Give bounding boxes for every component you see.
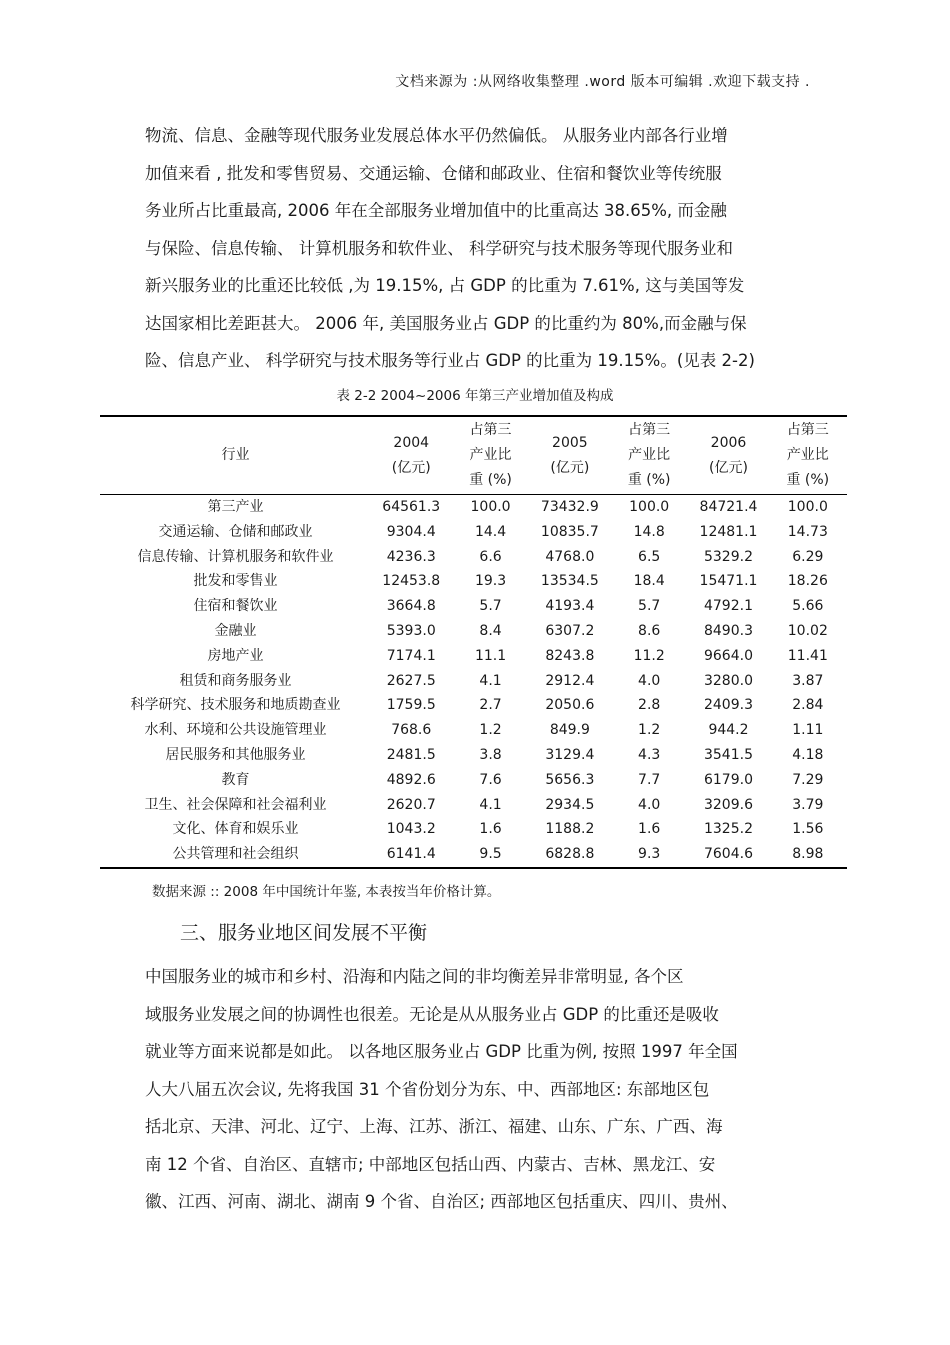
table-header-row bbox=[100, 416, 847, 495]
value-cell: 6141.4 bbox=[371, 842, 451, 868]
industry-cell: 公共管理和社会组织 bbox=[100, 842, 371, 868]
value-cell: 2409.3 bbox=[703, 697, 753, 714]
value-cell: 1.11 bbox=[792, 722, 824, 739]
value-cell: 4.3 bbox=[638, 746, 661, 763]
paragraph-line: 域服务业发展之间的协调性也很差。无论是从从服务业占 GDP 的比重还是吸收 bbox=[145, 1004, 719, 1024]
value-cell: 8.6 bbox=[638, 622, 661, 639]
value-cell: 9.5 bbox=[451, 842, 529, 868]
header-share-line: 重 (%) bbox=[627, 472, 671, 488]
value-cell: 9304.4 bbox=[386, 523, 436, 540]
value-cell: 3541.5 bbox=[703, 746, 753, 763]
paragraph-line: 新兴服务业的比重还比较低 ,为 19.15%, 占 GDP 的比重为 7.61%, 这与美国等发 bbox=[145, 276, 745, 295]
value-cell: 2.8 bbox=[638, 697, 661, 714]
value-cell: 2627.5 bbox=[386, 672, 436, 689]
value-cell: 7604.6 bbox=[688, 842, 768, 868]
paragraph-line: 徽、江西、河南、湖北、湖南 9 个省、自治区; 西部地区包括重庆、四川、贵州、 bbox=[145, 1192, 738, 1211]
header-share-line: 重 (%) bbox=[469, 472, 512, 488]
value-cell: 2934.5 bbox=[545, 796, 595, 813]
industry-cell: 文化、体育和娱乐业 bbox=[172, 821, 299, 838]
value-cell: 5393.0 bbox=[386, 622, 436, 639]
value-cell: 2620.7 bbox=[386, 796, 436, 813]
industry-cell: 房地产业 bbox=[207, 647, 264, 664]
table-row bbox=[100, 594, 847, 619]
value-cell: 3129.4 bbox=[545, 746, 595, 763]
header-2004 bbox=[371, 416, 451, 495]
value-cell: 5656.3 bbox=[545, 771, 595, 788]
value-cell: 64561.3 bbox=[382, 499, 441, 515]
industry-cell: 水利、环境和公共设施管理业 bbox=[144, 722, 327, 739]
value-cell: 6179.0 bbox=[703, 771, 753, 788]
value-cell: 1.56 bbox=[792, 821, 824, 838]
value-cell: 4193.4 bbox=[545, 598, 595, 615]
value-cell: 4768.0 bbox=[545, 548, 595, 565]
value-cell: 7.6 bbox=[479, 771, 502, 788]
value-cell: 6307.2 bbox=[545, 622, 595, 639]
value-cell: 7.7 bbox=[638, 771, 661, 788]
value-cell: 1325.2 bbox=[703, 821, 753, 838]
value-cell: 13534.5 bbox=[540, 573, 599, 590]
value-cell: 4.0 bbox=[638, 672, 661, 689]
value-cell: 1.2 bbox=[638, 722, 661, 739]
value-cell: 3.79 bbox=[792, 796, 824, 813]
value-cell: 84721.4 bbox=[699, 499, 758, 515]
value-cell: 3.8 bbox=[479, 746, 502, 763]
paragraph-line: 人大八届五次会议, 先将我国 31 个省份划分为东、中、西部地区: 东部地区包 bbox=[145, 1079, 710, 1099]
header-share-2006 bbox=[769, 416, 847, 495]
header-share-line: 占第三 bbox=[628, 422, 671, 438]
industry-cell: 批发和零售业 bbox=[193, 573, 278, 590]
header-unit: (亿元) bbox=[709, 459, 748, 476]
value-cell: 73432.9 bbox=[540, 499, 599, 515]
industry-cell: 信息传输、计算机服务和软件业 bbox=[137, 548, 334, 565]
paragraph-line: 就业等方面来说都是如此。 以各地区服务业占 GDP 比重为例, 按照 1997 年全国 bbox=[145, 1042, 738, 1061]
value-cell: 100.0 bbox=[787, 499, 828, 515]
value-cell: 5329.2 bbox=[703, 548, 753, 565]
value-cell: 9664.0 bbox=[703, 647, 753, 664]
value-cell: 2.84 bbox=[792, 697, 824, 714]
header-year: 2005 bbox=[552, 434, 588, 451]
value-cell: 7174.1 bbox=[386, 647, 436, 664]
value-cell: 18.4 bbox=[633, 573, 665, 590]
header-unit: (亿元) bbox=[550, 459, 590, 476]
value-cell: 4892.6 bbox=[386, 771, 436, 788]
table-body bbox=[100, 495, 847, 868]
industry-cell: 居民服务和其他服务业 bbox=[165, 746, 306, 763]
header-unit: (亿元) bbox=[391, 459, 431, 476]
value-cell: 18.26 bbox=[787, 573, 828, 590]
value-cell: 1.6 bbox=[479, 821, 502, 838]
industry-cell: 金融业 bbox=[214, 622, 257, 639]
industry-cell: 卫生、社会保障和社会福利业 bbox=[144, 796, 327, 813]
header-year: 2004 bbox=[393, 434, 430, 451]
header-year: 2006 bbox=[710, 434, 747, 451]
value-cell: 5.66 bbox=[792, 598, 824, 615]
value-cell: 4236.3 bbox=[386, 548, 436, 565]
header-share-line: 产业比 bbox=[469, 447, 512, 463]
industry-cell: 租赁和商务服务业 bbox=[179, 672, 292, 689]
industry-cell: 交通运输、仓储和邮政业 bbox=[158, 523, 313, 540]
value-cell: 2912.4 bbox=[545, 672, 595, 689]
value-cell: 11.41 bbox=[787, 647, 828, 664]
value-cell: 3209.6 bbox=[703, 796, 753, 813]
value-cell: 15471.1 bbox=[699, 573, 758, 590]
value-cell: 4.0 bbox=[638, 796, 661, 813]
header-2006 bbox=[688, 416, 768, 495]
value-cell: 8490.3 bbox=[703, 622, 753, 639]
value-cell: 2.7 bbox=[479, 697, 502, 714]
industry-cell: 第三产业 bbox=[207, 499, 264, 515]
value-cell: 1.6 bbox=[638, 821, 661, 838]
table-row bbox=[100, 693, 847, 718]
header-share-line: 占第三 bbox=[786, 422, 829, 438]
value-cell: 6.5 bbox=[638, 548, 661, 565]
value-cell: 11.2 bbox=[633, 647, 665, 664]
value-cell: 2050.6 bbox=[545, 697, 595, 714]
table-row bbox=[100, 669, 847, 694]
table-row bbox=[100, 495, 847, 520]
intro-paragraph bbox=[145, 117, 825, 380]
value-cell: 14.4 bbox=[474, 523, 507, 540]
value-cell: 1188.2 bbox=[545, 821, 595, 838]
paragraph-line: 险、信息产业、 科学研究与技术服务等行业占 GDP 的比重为 19.15%。(见表 2-2) bbox=[145, 351, 755, 370]
value-cell: 100.0 bbox=[629, 499, 670, 515]
header-share-line: 重 (%) bbox=[786, 472, 830, 488]
value-cell: 3664.8 bbox=[386, 598, 436, 615]
value-cell: 944.2 bbox=[708, 722, 749, 739]
value-cell: 1.2 bbox=[479, 722, 502, 739]
value-cell: 1043.2 bbox=[386, 821, 436, 838]
value-cell: 8243.8 bbox=[545, 647, 595, 664]
industry-cell: 教育 bbox=[221, 771, 250, 788]
industry-cell: 住宿和餐饮业 bbox=[193, 598, 278, 615]
value-cell: 10.02 bbox=[787, 622, 828, 639]
value-cell: 849.9 bbox=[549, 722, 590, 739]
value-cell: 768.6 bbox=[391, 722, 432, 739]
table-row bbox=[100, 743, 847, 768]
tertiary-industry-table bbox=[100, 415, 847, 869]
value-cell: 12481.1 bbox=[699, 523, 758, 540]
value-cell: 7.29 bbox=[792, 771, 824, 788]
value-cell: 8.98 bbox=[769, 842, 847, 868]
section-heading: 三、服务业地区间发展不平衡 bbox=[180, 922, 428, 944]
header-share-2004 bbox=[451, 416, 529, 495]
paragraph-line: 与保险、信息传输、 计算机服务和软件业、 科学研究与技术服务等现代服务业和 bbox=[145, 238, 733, 258]
header-share-line: 占第三 bbox=[469, 422, 512, 438]
value-cell: 100.0 bbox=[470, 499, 511, 515]
value-cell: 3280.0 bbox=[703, 672, 753, 689]
paragraph-line: 括北京、天津、河北、辽宁、上海、江苏、浙江、福建、山东、广东、广西、海 bbox=[145, 1117, 723, 1136]
industry-cell: 科学研究、技术服务和地质勘查业 bbox=[130, 697, 341, 714]
value-cell: 6828.8 bbox=[530, 842, 610, 868]
table-title: 表 2-2 2004~2006 年第三产业增加值及构成 bbox=[336, 388, 614, 404]
table-row bbox=[100, 842, 847, 868]
value-cell: 9.3 bbox=[610, 842, 688, 868]
table-row bbox=[100, 644, 847, 669]
value-cell: 4.18 bbox=[792, 746, 824, 763]
header-2005 bbox=[530, 416, 610, 495]
value-cell: 10835.7 bbox=[540, 523, 599, 540]
value-cell: 3.87 bbox=[792, 672, 824, 689]
table-row bbox=[100, 569, 847, 594]
paragraph-line: 加值来看 , 批发和零售贸易、交通运输、仓储和邮政业、住宿和餐饮业等传统服 bbox=[145, 163, 722, 183]
table-row bbox=[100, 793, 847, 818]
source-note: 数据来源 :: 2008 年中国统计年鉴, 本表按当年价格计算。 bbox=[152, 884, 501, 900]
paragraph-line: 务业所占比重最高, 2006 年在全部服务业增加值中的比重高达 38.65%, 而金融 bbox=[145, 201, 727, 220]
header-share-line: 产业比 bbox=[786, 447, 829, 463]
value-cell: 4792.1 bbox=[703, 598, 753, 615]
table-row bbox=[100, 619, 847, 644]
value-cell: 6.6 bbox=[479, 548, 502, 565]
value-cell: 2481.5 bbox=[386, 746, 436, 763]
header-note: 文档来源为 :从网络收集整理 .word 版本可编辑 .欢迎下载支持 . bbox=[395, 74, 810, 90]
paragraph-line: 物流、信息、金融等现代服务业发展总体水平仍然偏低。 从服务业内部各行业增 bbox=[145, 126, 728, 145]
paragraph-line: 南 12 个省、自治区、直辖市; 中部地区包括山西、内蒙古、吉林、黑龙江、安 bbox=[145, 1154, 716, 1174]
value-cell: 19.3 bbox=[474, 573, 507, 590]
value-cell: 8.4 bbox=[479, 622, 502, 639]
value-cell: 14.73 bbox=[787, 523, 828, 540]
value-cell: 11.1 bbox=[474, 647, 507, 664]
value-cell: 4.1 bbox=[479, 796, 502, 813]
value-cell: 14.8 bbox=[633, 523, 665, 540]
header-share-line: 产业比 bbox=[628, 447, 671, 463]
value-cell: 12453.8 bbox=[382, 573, 441, 590]
value-cell: 6.29 bbox=[792, 548, 824, 565]
header-industry: 行业 bbox=[100, 416, 371, 495]
table-row bbox=[100, 545, 847, 570]
regional-paragraph bbox=[145, 958, 825, 1221]
paragraph-line: 中国服务业的城市和乡村、沿海和内陆之间的非均衡差异非常明显, 各个区 bbox=[145, 967, 684, 986]
table-row bbox=[100, 817, 847, 842]
table-row bbox=[100, 520, 847, 545]
value-cell: 5.7 bbox=[479, 598, 502, 615]
value-cell: 1759.5 bbox=[386, 697, 436, 714]
value-cell: 5.7 bbox=[638, 598, 661, 615]
value-cell: 4.1 bbox=[479, 672, 502, 689]
table-row bbox=[100, 768, 847, 793]
header-share-2005 bbox=[610, 416, 688, 495]
paragraph-line: 达国家相比差距甚大。 2006 年, 美国服务业占 GDP 的比重约为 80%,而金融与保 bbox=[145, 313, 747, 333]
table-row bbox=[100, 718, 847, 743]
